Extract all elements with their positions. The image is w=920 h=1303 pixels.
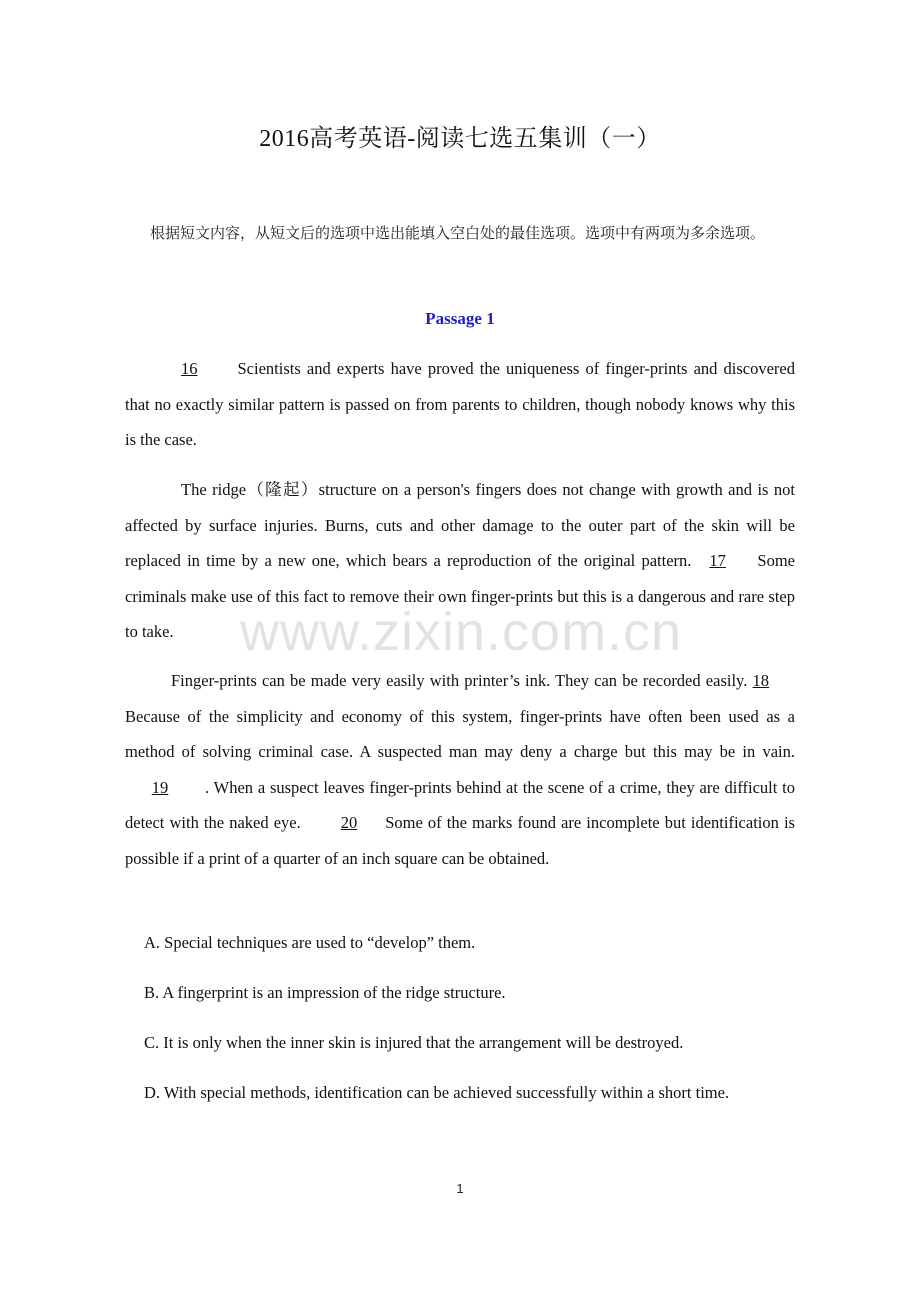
watermark: www.zixin.com.cn: [240, 602, 683, 662]
instruction-text: 根据短文内容，从短文后的选项中选出能填入空白处的最佳选项。选项中有两项为多余选项。: [150, 226, 766, 242]
paragraph-3: [125, 663, 795, 876]
paragraph-1-text: Scientists and experts have proved the uniqueness of finger-prints and discovered that no exactly similar pattern is passed on from parents to children, though nobody knows why this is the case.: [125, 359, 795, 449]
paragraph-3-text-4: Some of the marks found are incomplete but identification is possible if a print of a quarter of an inch square can be obtained.: [125, 813, 795, 868]
option-b: B. A fingerprint is an impression of the ridge structure.: [144, 983, 506, 1002]
passage-heading: Passage 1: [425, 309, 495, 328]
paragraph-1: [125, 351, 795, 458]
page-number: 1: [456, 1181, 464, 1196]
blank-20: 20: [340, 813, 358, 832]
option-d: D. With special methods, identification can be achieved successfully within a short time.: [144, 1083, 730, 1102]
paragraph-2-text-before: The ridge（隆起）structure on a person's fingers does not change with growth and is not affected by surface injuries. Burns, cuts and other damage to the outer part of the skin will be replaced in time by a new one, which bears a reproduction of the original pattern.: [125, 480, 795, 570]
blank-19: 19: [151, 777, 169, 797]
paragraph-2-text-after: Some criminals make use of this fact to remove their own finger-prints but this is a dangerous and rare step to take.: [125, 551, 795, 641]
paragraph-3-text-1: Finger-prints can be made very easily with printer’s ink. They can be recorded easily.: [171, 671, 748, 690]
blank-17: 17: [709, 551, 726, 570]
blank-18: 18: [752, 671, 769, 690]
paragraph-3-text-3: . When a suspect leaves finger-prints behind at the scene of a crime, they are difficult to detect with the naked eye.: [125, 777, 795, 832]
option-a: A. Special techniques are used to “develop” them.: [144, 933, 476, 952]
option-c: C. It is only when the inner skin is injured that the arrangement will be destroyed.: [144, 1033, 684, 1052]
paragraph-2: [125, 472, 795, 650]
document-title: 2016高考英语-阅读七选五集训（一）: [259, 126, 661, 152]
blank-16: 16: [181, 359, 198, 378]
paragraph-3-text-2: Because of the simplicity and economy of this system, finger-prints have often been used as a method of solving criminal case. A suspected man may deny a charge but this may be in vain.: [125, 706, 795, 761]
